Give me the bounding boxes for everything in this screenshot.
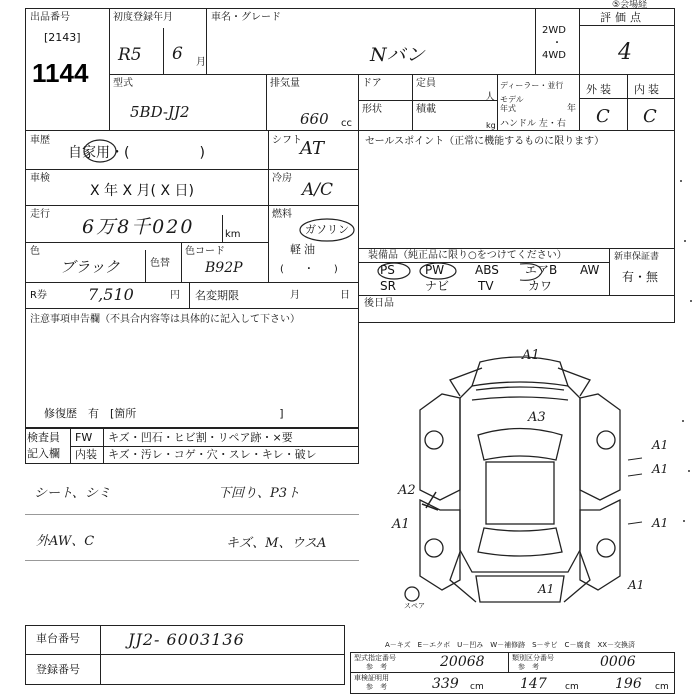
speckle [683,520,685,522]
equip-navi: ナビ [425,279,450,293]
comment-line1-left: シート、シミ [34,486,111,501]
equip-aw: AW [580,263,600,277]
comment-line2-left: 外AW、C [36,534,95,549]
model-year-label: モデル年式 [500,95,524,113]
type-cert-label: 型式指定番号 [354,654,396,662]
lot-no-label: 出品番号 [30,12,70,23]
class-label: 類別区分番号 [512,654,554,662]
shift-value: AT [300,138,325,159]
shift-label: シフト [272,135,302,146]
score-divider [579,25,675,26]
load-label: 積載 [416,104,436,115]
equip-sr: SR [380,279,396,293]
type-cert-value: 20068 [440,654,485,670]
repair-history: 修復歴 有 [箇所 ] [44,407,284,420]
fuel-light-oil: 軽油 [290,243,318,256]
dims-sub: 参 考 [366,683,387,691]
door-label: ドア [362,78,382,89]
interior-grade: C [643,106,657,127]
chassis-label: 車台番号 [36,632,80,645]
comment-rule-1 [25,514,359,515]
dim-height: 196 [615,676,642,692]
mark-front: A1 [522,348,540,363]
first-reg-label: 初度登録年月 [113,12,173,23]
equip-tv: TV [478,279,494,293]
fuel-paren: ( ・ ) [280,264,338,275]
speckle [680,180,682,182]
displacement-value: 660 [300,110,329,128]
reg-number-label: 登録番号 [36,663,80,676]
color-value: ブラック [60,258,120,276]
drive-dot: ・ [552,38,562,49]
mileage-label: 走行 [30,209,50,220]
ac-value: A/C [302,180,334,200]
type-cert-sub: 参 考 [366,663,387,671]
model-label: 型式 [113,78,133,89]
speckle [684,240,686,242]
mileage-divider [222,215,223,242]
handle-label: ハンドル 左・右 [500,119,566,129]
equip-leather: カワ [528,279,553,293]
after-day-box [358,295,675,323]
interior-line: キズ・汚レ・コゲ・穴・スレ・キレ・破レ [108,448,317,461]
ac-label: 冷房 [272,173,292,184]
fw-line: キズ・凹石・ヒビ割・リペア跡・×要 [108,431,293,444]
mark-left-front: A2 [398,483,416,498]
car-name-label: 車名・グレード [211,12,281,23]
year-unit: 年 [567,104,577,114]
load-unit: kg [486,121,496,130]
reg-divider [163,28,164,75]
inspection-label: 車検 [30,173,50,184]
score-value: 4 [618,40,632,65]
name-change-day: 日 [340,290,350,301]
dim-length-unit: cm [470,682,484,692]
equipment-title: 装備品（純正品に限り○をつけてください） [368,250,567,261]
mark-hood: A3 [528,410,546,425]
type-cert-divider [508,652,509,673]
mark-left-rear: A1 [392,517,410,532]
lot-code: [2143] [44,31,81,44]
model-value: 5BD-JJ2 [130,103,190,121]
fw-label: FW [75,431,93,444]
chassis-value: JJ2- 6003136 [128,630,245,649]
exterior-grade: C [596,106,610,127]
interior-label: 内装 [634,83,662,96]
class-value: 0006 [600,654,636,670]
history-label: 車歴 [30,135,50,146]
color-code-label: 色コード [185,246,225,257]
fuel-circle [298,217,356,243]
dim-width-unit: cm [565,682,579,692]
inspector-label: 検査員 [27,431,60,444]
mark-rear: A1 [538,582,555,596]
reg-month: 6 [172,44,183,64]
recycle-label: R券 [30,290,47,301]
mark-right-3: A1 [652,516,669,530]
drive-4wd: 4WD [542,50,566,61]
comment-line2-right: キズ、M、ウスA [226,536,327,551]
dealer-label: ディーラー・並行 [500,81,564,90]
score-label: 評価点 [600,11,645,24]
spare-label: スペア [404,602,425,610]
recycle-value: 7,510 [88,285,134,304]
fuel-gasoline: ガソリン [305,223,349,236]
class-sub: 参 考 [518,663,539,671]
shape-label: 形状 [362,104,382,115]
equip-pw: PW [425,263,445,277]
color-change-label: 色替 [150,258,170,269]
capacity-unit: 人 [485,92,495,103]
fuel-label: 燃料 [272,209,292,220]
mark-right-2: A1 [652,462,669,476]
color-divider [145,250,146,283]
inspection-value: X 年 X 月( X 日) [90,183,194,199]
mileage-unit: km [225,229,241,240]
name-change-label: 名変期限 [195,289,239,302]
damage-legend: A－キズ E－エクボ U－凹み W－補修跡 S－サビ C－腐食 XX－交換済 [385,641,636,649]
comment-line1-right: 下回り、P3ト [218,486,301,501]
equip-airbag: エアB [525,263,558,277]
notes-title: 注意事項申告欄（不具合内容等は具体的に記入して下さい） [30,314,300,325]
recycle-yen: 円 [170,290,180,301]
dims-label: 車検証明用 [354,674,389,682]
history-circle [82,138,118,164]
reg-era: R5 [118,45,142,65]
grade-divider [627,74,628,131]
venue-top: ⑤会場経 [612,0,648,10]
sales-point-label: セールスポイント（正常に機能するものに限ります） [365,136,605,147]
name-change-month: 月 [290,290,300,301]
new-warranty-value: 有・無 [622,270,659,284]
dim-length: 339 [432,676,459,692]
dim-height-unit: cm [655,682,669,692]
displacement-label: 排気量 [270,78,300,89]
mark-right-4: A1 [628,578,645,592]
capacity-label: 定員 [416,78,436,89]
equip-ps: PS [380,263,395,277]
color-label: 色 [30,246,40,257]
equipment-circles [372,262,542,296]
exterior-label: 外装 [586,83,614,96]
sales-point-box [358,130,675,249]
color-code-value: B92P [205,260,243,276]
mileage-value: 6万8千020 [82,216,195,238]
history-value: 自家用・( ) [68,145,205,161]
speckle [688,470,690,472]
mark-right-1: A1 [652,438,669,452]
drive-2wd: 2WD [542,25,566,36]
interior-inspect-label: 内装 [75,448,97,461]
dim-width: 147 [520,676,547,692]
equip-abs: ABS [475,263,499,277]
inspector-divider2 [103,428,104,464]
entry-label: 記入欄 [27,447,60,460]
comment-rule-2 [25,560,359,561]
cc-unit: cc [341,118,352,129]
speckle [690,300,692,302]
speckle [682,420,684,422]
grade-hdivider [579,98,675,99]
lot-number: 1144 [32,58,89,88]
new-warranty-label: 新車保証書 [614,252,660,262]
car-name: Nバン [370,44,425,66]
reg-month-unit: 月 [196,57,206,68]
inspector-hdivider [70,446,359,447]
after-day-label: 後日品 [364,298,394,309]
